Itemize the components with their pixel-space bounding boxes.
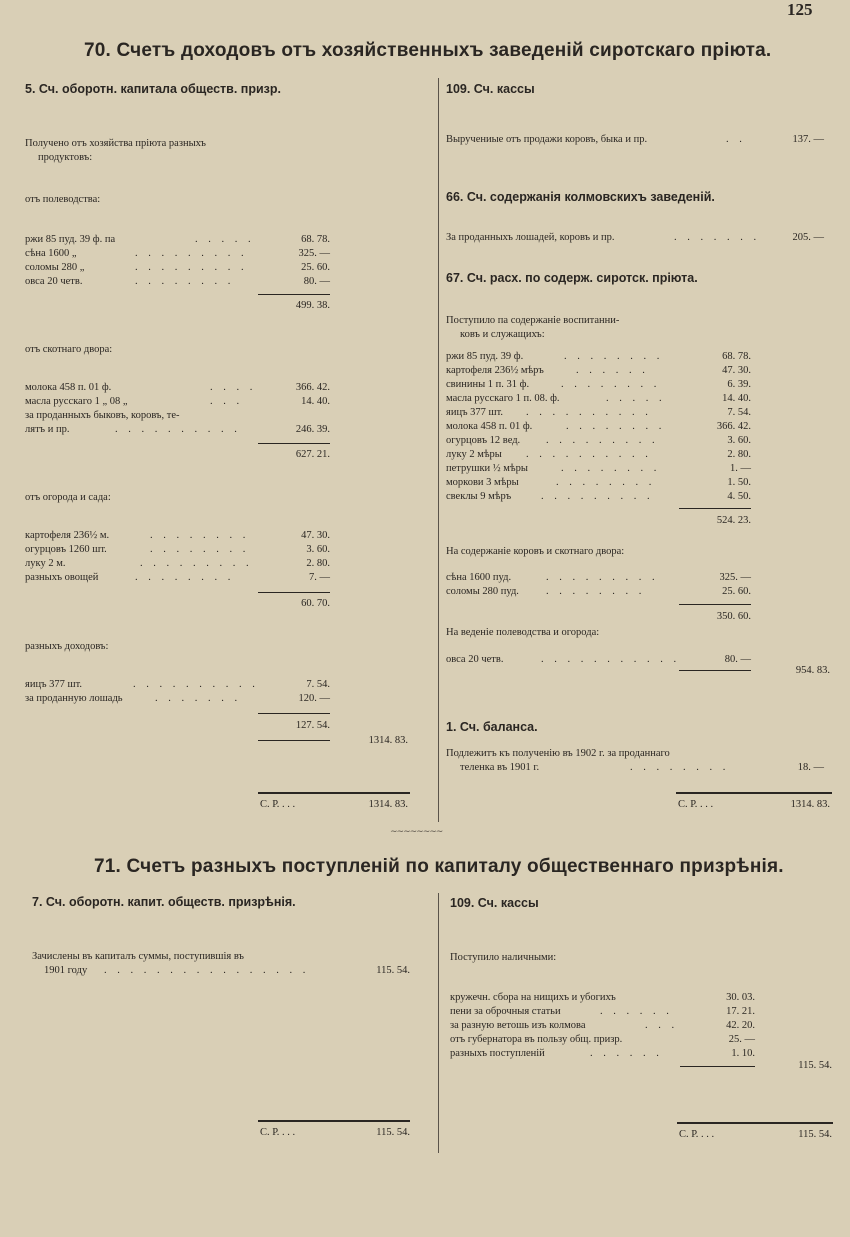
subtotal-value: 524. 23. (716, 515, 751, 526)
text-line: Подлежитъ къ полученію въ 1902 г. за проданнаго (446, 748, 670, 759)
line-item-label: овса 20 четв. (446, 654, 504, 665)
sr-label: С. Р. . . . (260, 799, 296, 810)
total-rule (258, 1120, 410, 1122)
leader-dots: . . . . . . . . . . (115, 424, 241, 435)
line-item-label: картофеля 236½ мѣръ (446, 365, 544, 376)
leader-dots: . . . . . . . . (566, 421, 666, 432)
intro-line: продуктовъ: (38, 152, 93, 163)
line-items-orphanage-supplies (446, 351, 751, 505)
line-item (446, 449, 751, 463)
leader-dots: . . . . . . . . (546, 586, 646, 597)
leader-dots: . . . . . . . . (561, 463, 661, 474)
line-item-value: 68. 78. (301, 234, 330, 245)
line-items-other-income (25, 679, 330, 707)
total-rule (676, 792, 832, 794)
line-item-value: 1. — (730, 463, 751, 474)
page-number: 125 (787, 0, 813, 19)
column-total: 1314. 83. (368, 735, 408, 746)
group-heading: отъ скотнаго двора: (25, 344, 113, 355)
line-item (25, 234, 330, 248)
line-item-label: луку 2 мѣры (446, 449, 502, 460)
line-item-label: овса 20 четв. (25, 276, 83, 287)
leader-dots: . . . . . (606, 393, 666, 404)
leader-dots: . . . . . . . . . . (526, 407, 652, 418)
sr-total: 115. 54. (798, 1129, 832, 1140)
line-items-cattle-feed (446, 572, 751, 600)
line-item-label: отъ губернатора въ пользу общ. призр. (450, 1034, 623, 1045)
leader-dots: . . . . (210, 382, 257, 393)
line-item-value: 3. 60. (306, 544, 330, 555)
leader-dots: . . . . . . . . . . . . . . . . (104, 965, 310, 976)
line-item-value: 3. 60. (727, 435, 751, 446)
leader-dots: . . . . . . . . (135, 276, 235, 287)
leader-dots: . . . . . . . . (556, 477, 656, 488)
line-item (450, 1048, 755, 1062)
sr-label: С. Р. . . . (260, 1127, 296, 1138)
leader-dots: . . . . . (195, 234, 255, 245)
sr-total: 115. 54. (376, 1127, 410, 1138)
leader-dots: . . . . . . . . . . (526, 449, 652, 460)
line-items-cash-receipts (450, 992, 755, 1062)
line-item-value: 25. 60. (301, 262, 330, 273)
line-item-label: пени за оброчныя статьи (450, 1006, 561, 1017)
line-item-value: 25. 60. (722, 586, 751, 597)
line-item-value: 7. 54. (306, 679, 330, 690)
leader-dots: . . . . . . . . (564, 351, 664, 362)
line-item-value: 1. 10. (731, 1048, 755, 1059)
line-item-value: 14. 40. (301, 396, 330, 407)
line-item (25, 544, 330, 558)
line-item (450, 1020, 755, 1034)
line-item-label: ржи 85 пуд. 39 ф. (446, 351, 524, 362)
leader-dots: . . . . . . (576, 365, 649, 376)
leader-dots: . . . . . . . (674, 232, 761, 243)
intro-line: Получено отъ хозяйства пріюта разныхъ (25, 138, 206, 149)
leader-dots: . . . (210, 396, 244, 407)
line-item (446, 572, 751, 586)
line-item-value: 7. — (309, 572, 330, 583)
line-item (446, 477, 751, 491)
line-item (446, 379, 751, 393)
line-item-value: 137. — (792, 134, 824, 145)
leader-dots: . . . . . . . . (150, 530, 250, 541)
line-item (446, 351, 751, 365)
line-item-value: 366. 42. (716, 421, 751, 432)
subtotal-value: 499. 38. (295, 300, 330, 311)
group-heading: Поступило наличными: (450, 952, 557, 963)
line-item-value: 14. 40. (722, 393, 751, 404)
line-item-label: за разную ветошь изъ колмова (450, 1020, 586, 1031)
line-item (25, 424, 330, 438)
line-item (25, 572, 330, 586)
line-item-label: моркови 3 мѣры (446, 477, 519, 488)
line-item-value: 17. 21. (726, 1006, 755, 1017)
leader-dots: . . . . . . . . . (140, 558, 253, 569)
line-item-label: масла русскаго 1 „ 08 „ (25, 396, 128, 407)
line-item-label: масла русскаго 1 п. 08. ф. (446, 393, 560, 404)
leader-dots: . . . . . . . . . (541, 491, 654, 502)
sum-rule (679, 604, 751, 605)
account-heading: 66. Сч. содержанія колмовскихъ заведеній. (446, 190, 715, 204)
line-item (446, 654, 751, 668)
text-line: Зачислены въ капиталъ суммы, поступившія въ (32, 951, 244, 962)
line-item-label: ржи 85 пуд. 39 ф. па (25, 234, 116, 245)
line-item (446, 491, 751, 505)
line-item-value: 18. — (797, 762, 824, 773)
sum-rule (258, 592, 330, 593)
line-item-label: луку 2 м. (25, 558, 66, 569)
line-item-value: 325. — (298, 248, 330, 259)
line-item (446, 435, 751, 449)
line-item (446, 134, 824, 148)
line-item-value: 325. — (719, 572, 751, 583)
line-item-label: свинины 1 п. 31 ф. (446, 379, 530, 390)
line-item-value: 4. 50. (727, 491, 751, 502)
line-item (446, 586, 751, 600)
line-item-label: огурцовъ 12 вед. (446, 435, 521, 446)
leader-dots: . . . . . . . . (561, 379, 661, 390)
account-heading: 67. Сч. расх. по содерж. сиротск. пріюта. (446, 271, 698, 285)
subtotal-value: 627. 21. (295, 449, 330, 460)
leader-dots: . . . . . . . . (135, 572, 235, 583)
line-item-value: 47. 30. (722, 365, 751, 376)
line-item (25, 679, 330, 693)
leader-dots: . . . . . . (600, 1006, 673, 1017)
line-item-label: Выручениые отъ продажи коровъ, быка и пр. (446, 134, 648, 145)
line-item-label: кружечн. сбора на нищихъ и убогихъ (450, 992, 616, 1003)
line-item (460, 762, 824, 776)
line-item-value: 246. 39. (295, 424, 330, 435)
line-item-value: 2. 80. (727, 449, 751, 460)
line-item-label: За проданныхъ лошадей, коровъ и пр. (446, 232, 615, 243)
line-item-label: петрушки ½ мѣры (446, 463, 528, 474)
group-heading: На веденіе полеводства и огорода: (446, 627, 600, 638)
sum-rule (258, 443, 330, 444)
line-items-cattle-yard (25, 382, 330, 438)
sr-total: 1314. 83. (790, 799, 830, 810)
line-item-label: 1901 году (44, 965, 88, 976)
leader-dots: . . . . . . . . . . . (541, 654, 681, 665)
line-item (446, 421, 751, 435)
line-item-label: огурцовъ 1260 шт. (25, 544, 107, 555)
sum-rule (258, 294, 330, 295)
sum-rule (680, 1066, 755, 1067)
line-item-value: 115. 54. (376, 965, 410, 976)
line-item (450, 1006, 755, 1020)
leader-dots: . . . . . . . . . (135, 262, 248, 273)
line-item-value: 205. — (792, 232, 824, 243)
line-item-value: 7. 54. (727, 407, 751, 418)
line-item-label: лятъ и пр. (25, 424, 70, 435)
group-heading: отъ огорода и сада: (25, 492, 111, 503)
divider-ornament: ∼∼∼∼∼∼∼∼ (390, 826, 443, 836)
total-rule (258, 792, 410, 794)
line-item (450, 992, 755, 1006)
line-item-label: молока 458 п. 01 ф. (25, 382, 112, 393)
group-heading: разныхъ доходовъ: (25, 641, 109, 652)
line-item-label: за проданную лошадь (25, 693, 123, 704)
account-heading: 109. Сч. кассы (446, 82, 535, 96)
line-item-value: 2. 80. (306, 558, 330, 569)
line-item-value: 1. 50. (727, 477, 751, 488)
subtotal-value: 127. 54. (295, 720, 330, 731)
line-item-value: 30. 03. (726, 992, 755, 1003)
line-item (25, 410, 330, 424)
line-item-value: 80. — (724, 654, 751, 665)
sum-rule (679, 670, 751, 671)
line-item-label: яицъ 377 шт. (25, 679, 83, 690)
line-item-label: свеклы 9 мѣръ (446, 491, 512, 502)
line-item (446, 407, 751, 421)
intro-line: ковъ и служащихъ: (460, 329, 545, 340)
subtotal-value: 350. 60. (716, 611, 751, 622)
line-item-label: картофеля 236½ м. (25, 530, 110, 541)
account-total: 954. 83. (795, 665, 830, 676)
sum-rule (258, 713, 330, 714)
account-heading: 1. Сч. баланса. (446, 720, 538, 734)
line-items-field-products (25, 234, 330, 290)
column-divider (438, 893, 439, 1153)
leader-dots: . . . . . . . (155, 693, 242, 704)
line-item-value: 366. 42. (295, 382, 330, 393)
line-item-label: соломы 280 пуд. (446, 586, 519, 597)
sr-label: С. Р. . . . (678, 799, 714, 810)
line-item-label: теленка въ 1901 г. (460, 762, 540, 773)
line-item-label: за проданныхъ быковъ, коровъ, те- (25, 410, 180, 421)
line-items-garden (25, 530, 330, 586)
group-heading: На содержаніе коровъ и скотнаго двора: (446, 546, 625, 557)
line-item-label: разныхъ овощей (25, 572, 99, 583)
line-item-label: соломы 280 „ (25, 262, 85, 273)
leader-dots: . . . . . . . . . (135, 248, 248, 259)
leader-dots: . . . . . . . . (150, 544, 250, 555)
line-item-label: яицъ 377 шт. (446, 407, 504, 418)
section-70-title: 70. Счетъ доходовъ отъ хозяйственныхъ заведеній сиротскаго пріюта. (84, 40, 772, 61)
line-item-label: молока 458 п. 01 ф. (446, 421, 533, 432)
leader-dots: . . . . . . . . (630, 762, 730, 773)
line-item (446, 463, 751, 477)
line-item-value: 120. — (298, 693, 330, 704)
account-heading: 109. Сч. кассы (450, 896, 539, 910)
column-divider (438, 78, 439, 822)
sum-rule (679, 508, 751, 509)
leader-dots: . . . . . . (590, 1048, 663, 1059)
account-total: 115. 54. (798, 1060, 832, 1071)
subtotal-value: 60. 70. (301, 598, 330, 609)
line-item (446, 232, 824, 246)
leader-dots: . . (726, 134, 746, 145)
line-item (25, 262, 330, 276)
line-item-label: разныхъ поступленій (450, 1048, 545, 1059)
leader-dots: . . . . . . . . . . (133, 679, 259, 690)
line-item (25, 382, 330, 396)
total-rule (677, 1122, 833, 1124)
account-heading: 7. Сч. оборотн. капит. обществ. призрѣнія. (32, 895, 296, 909)
line-item (25, 530, 330, 544)
line-item-value: 42. 20. (726, 1020, 755, 1031)
sr-total: 1314. 83. (368, 799, 408, 810)
leader-dots: . . . . . . . . . (546, 435, 659, 446)
line-items-field-work (446, 654, 751, 668)
line-item (44, 965, 410, 979)
line-item (446, 393, 751, 407)
leader-dots: . . . (645, 1020, 679, 1031)
line-item-value: 47. 30. (301, 530, 330, 541)
line-item (25, 558, 330, 572)
group-heading: отъ полеводства: (25, 194, 101, 205)
section-71-title: 71. Счетъ разныхъ поступленій по капиталу общественнаго призрѣнія. (94, 856, 784, 877)
line-item-label: сѣна 1600 „ (25, 248, 77, 259)
line-item (25, 276, 330, 290)
leader-dots: . . . . . . . . . (546, 572, 659, 583)
line-item (25, 248, 330, 262)
sum-rule (258, 740, 330, 741)
line-item (25, 693, 330, 707)
line-item-label: сѣна 1600 пуд. (446, 572, 512, 583)
line-item-value: 68. 78. (722, 351, 751, 362)
line-item-value: 80. — (303, 276, 330, 287)
sr-label: С. Р. . . . (679, 1129, 715, 1140)
account-heading: 5. Сч. оборотн. капитала обществ. призр. (25, 82, 281, 96)
line-item (450, 1034, 755, 1048)
line-item (446, 365, 751, 379)
line-item-value: 6. 39. (727, 379, 751, 390)
intro-line: Поступило па содержаніе воспитанни- (446, 315, 620, 326)
line-item-value: 25. — (728, 1034, 755, 1045)
line-item (25, 396, 330, 410)
